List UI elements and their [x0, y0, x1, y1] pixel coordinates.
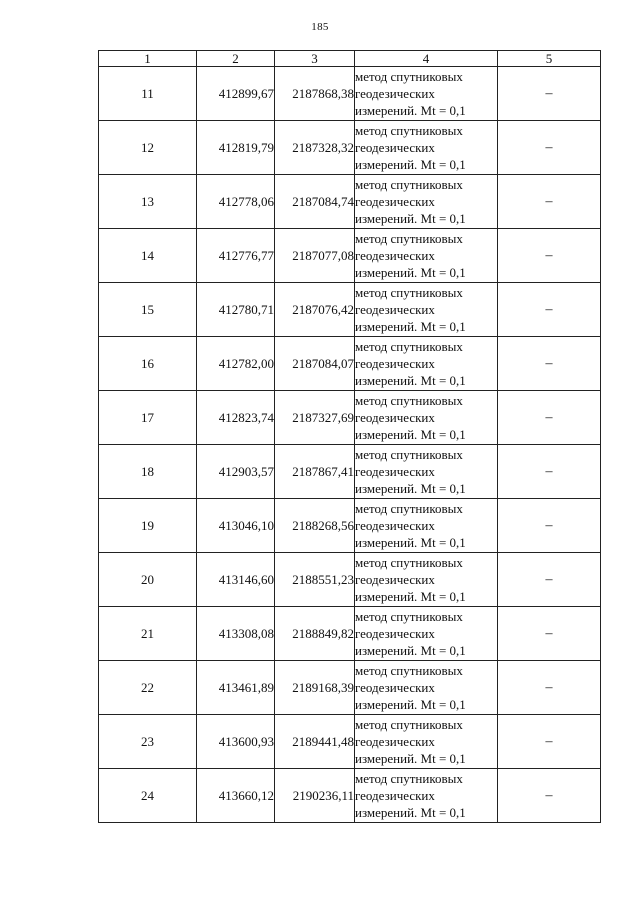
x-coordinate-cell: 412778,06 [197, 175, 275, 229]
note-cell: – [498, 499, 601, 553]
x-coordinate-cell: 413308,08 [197, 607, 275, 661]
point-number-cell: 13 [99, 175, 197, 229]
table-row [99, 715, 601, 769]
column-header-4: 4 [355, 51, 498, 67]
method-cell: метод спутниковых геодезических измерений. Mt = 0,1 [355, 337, 498, 391]
table-row [99, 445, 601, 499]
table-row [99, 769, 601, 823]
y-coordinate-cell: 2187077,08 [275, 229, 355, 283]
method-cell: метод спутниковых геодезических измерений. Mt = 0,1 [355, 769, 498, 823]
y-coordinate-cell: 2187076,42 [275, 283, 355, 337]
x-coordinate-cell: 412903,57 [197, 445, 275, 499]
table-body [99, 67, 601, 823]
coordinates-table [98, 50, 601, 823]
y-coordinate-cell: 2188268,56 [275, 499, 355, 553]
note-cell: – [498, 553, 601, 607]
x-coordinate-cell: 413146,60 [197, 553, 275, 607]
y-coordinate-cell: 2187327,69 [275, 391, 355, 445]
point-number-cell: 19 [99, 499, 197, 553]
method-cell: метод спутниковых геодезических измерений. Mt = 0,1 [355, 553, 498, 607]
table-row [99, 283, 601, 337]
point-number-cell: 22 [99, 661, 197, 715]
point-number-cell: 11 [99, 67, 197, 121]
y-coordinate-cell: 2187867,41 [275, 445, 355, 499]
x-coordinate-cell: 412823,74 [197, 391, 275, 445]
note-cell: – [498, 445, 601, 499]
x-coordinate-cell: 413046,10 [197, 499, 275, 553]
y-coordinate-cell: 2187328,32 [275, 121, 355, 175]
table-row [99, 337, 601, 391]
method-cell: метод спутниковых геодезических измерений. Mt = 0,1 [355, 715, 498, 769]
y-coordinate-cell: 2189441,48 [275, 715, 355, 769]
column-header-3: 3 [275, 51, 355, 67]
point-number-cell: 16 [99, 337, 197, 391]
point-number-cell: 17 [99, 391, 197, 445]
x-coordinate-cell: 413600,93 [197, 715, 275, 769]
table-row [99, 121, 601, 175]
method-cell: метод спутниковых геодезических измерений. Mt = 0,1 [355, 229, 498, 283]
x-coordinate-cell: 413461,89 [197, 661, 275, 715]
method-cell: метод спутниковых геодезических измерений. Mt = 0,1 [355, 283, 498, 337]
column-header-1: 1 [99, 51, 197, 67]
table-row [99, 175, 601, 229]
point-number-cell: 23 [99, 715, 197, 769]
note-cell: – [498, 607, 601, 661]
x-coordinate-cell: 412899,67 [197, 67, 275, 121]
point-number-cell: 24 [99, 769, 197, 823]
method-cell: метод спутниковых геодезических измерений. Mt = 0,1 [355, 661, 498, 715]
method-cell: метод спутниковых геодезических измерений. Mt = 0,1 [355, 391, 498, 445]
y-coordinate-cell: 2190236,11 [275, 769, 355, 823]
method-cell: метод спутниковых геодезических измерений. Mt = 0,1 [355, 499, 498, 553]
point-number-cell: 14 [99, 229, 197, 283]
y-coordinate-cell: 2188551,23 [275, 553, 355, 607]
x-coordinate-cell: 412819,79 [197, 121, 275, 175]
y-coordinate-cell: 2189168,39 [275, 661, 355, 715]
point-number-cell: 12 [99, 121, 197, 175]
note-cell: – [498, 769, 601, 823]
table-row [99, 607, 601, 661]
table-row [99, 661, 601, 715]
method-cell: метод спутниковых геодезических измерений. Mt = 0,1 [355, 607, 498, 661]
table-row [99, 553, 601, 607]
x-coordinate-cell: 412776,77 [197, 229, 275, 283]
note-cell: – [498, 67, 601, 121]
point-number-cell: 21 [99, 607, 197, 661]
method-cell: метод спутниковых геодезических измерений. Mt = 0,1 [355, 445, 498, 499]
point-number-cell: 18 [99, 445, 197, 499]
y-coordinate-cell: 2187868,38 [275, 67, 355, 121]
x-coordinate-cell: 412780,71 [197, 283, 275, 337]
note-cell: – [498, 661, 601, 715]
note-cell: – [498, 229, 601, 283]
table-row [99, 67, 601, 121]
point-number-cell: 20 [99, 553, 197, 607]
table-row [99, 229, 601, 283]
note-cell: – [498, 715, 601, 769]
method-cell: метод спутниковых геодезических измерений. Mt = 0,1 [355, 175, 498, 229]
column-header-2: 2 [197, 51, 275, 67]
x-coordinate-cell: 412782,00 [197, 337, 275, 391]
table-header-row [99, 51, 601, 67]
table-row [99, 391, 601, 445]
note-cell: – [498, 175, 601, 229]
y-coordinate-cell: 2188849,82 [275, 607, 355, 661]
note-cell: – [498, 337, 601, 391]
point-number-cell: 15 [99, 283, 197, 337]
note-cell: – [498, 391, 601, 445]
table-row [99, 499, 601, 553]
y-coordinate-cell: 2187084,07 [275, 337, 355, 391]
column-header-5: 5 [498, 51, 601, 67]
x-coordinate-cell: 413660,12 [197, 769, 275, 823]
method-cell: метод спутниковых геодезических измерений. Mt = 0,1 [355, 67, 498, 121]
note-cell: – [498, 283, 601, 337]
method-cell: метод спутниковых геодезических измерений. Mt = 0,1 [355, 121, 498, 175]
note-cell: – [498, 121, 601, 175]
y-coordinate-cell: 2187084,74 [275, 175, 355, 229]
page-number: 185 [311, 21, 329, 33]
